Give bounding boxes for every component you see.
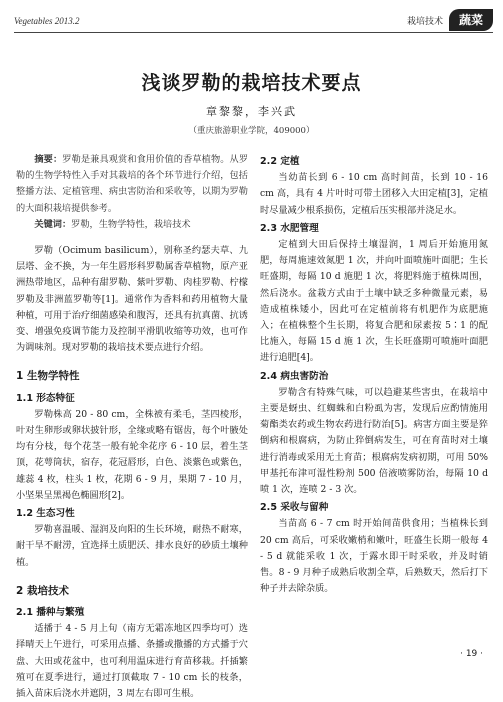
section-label: 栽培技术 — [406, 17, 443, 27]
subsection-heading: 1.2 生态习性 — [16, 508, 75, 520]
right-column — [260, 152, 488, 597]
keywords-text: 罗勒，生物学特性，栽培技术 — [71, 218, 191, 230]
abstract — [16, 152, 248, 217]
subsection-heading: 2.5 采收与留种 — [260, 502, 329, 514]
paragraph: 罗勒含有特殊气味，可以趋避某些害虫，在栽培中主要是蚜虫、红蜘蛛和白粉虱为害，发现后应酌情施用菊酯类农药或生物农药进行防治[5]。病害方面主要是猝倒病和根腐病，为防止猝倒病发生，可在育苗时对土壤进行消毒或采用无土育苗；根腐病发病初期，可用 50% 甲基托布津可湿性粉剂 500 倍液喷雾防治，每隔 10 d 喷 1 次，连喷 2 - 3 次。 — [260, 386, 488, 496]
paragraph: 适播于 4 - 5 月上旬（南方无霜冻地区四季均可）选择晴天上午进行，可采用点播、条播或撒播的方式播于穴盘、大田或花盆中，也可利用温床进行育苗移栽。扦插繁殖可在夏季进行，通过打顶截取 7 - 10 cm 长的枝条，插入苗床后浇水并遮阴，3 周左右即可生根。 — [16, 623, 248, 700]
header-divider — [14, 32, 493, 33]
subsection-heading: 2.2 定植 — [260, 156, 300, 167]
paragraph: 罗勒喜温暖、湿润及向阳的生长环境，耐热不耐寒，耐干旱不耐涝，宜选择土质肥沃、排水良好的砂质土壤种植。 — [16, 524, 248, 568]
running-title: Vegetables 2013.2 — [14, 16, 80, 26]
abstract-label: 摘要： — [34, 154, 63, 165]
paragraph: 定植到大田后保持土壤湿润，1 周后开始施用氮肥，每周施速效氮肥 1 次，并向叶面喷施叶面肥；生长旺盛期，每隔 10 d 施肥 1 次，将肥料施于植株周围，然后浇水。盆栽方式由于土壤中缺乏多种微量元素，易造成植株矮小，因此可在定植前将有机肥作为底肥施入；在植株整个生长期，将复合肥和尿素按 5∶1 的配比施入，每隔 15 d 施 1 次，生长旺盛期可喷施叶面肥进行追肥[4]。 — [260, 239, 488, 364]
page-header — [0, 0, 503, 36]
article-title: 浅谈罗勒的栽培技术要点 — [141, 72, 362, 94]
subsection-heading: 2.3 水肥管理 — [260, 222, 319, 234]
abstract-text: 罗勒是兼具观赏和食用价值的香草植物。从罗勒的生物学特性入手对其栽培的各个环节进行介绍，包括整播方法、定植管理、病虫害防治和采收等，以期为罗勒的大面积栽培提供参考。 — [16, 154, 249, 214]
subsection-heading: 2.1 播种与繁殖 — [16, 607, 85, 619]
page-number: · 19 · — [460, 649, 483, 659]
journal-badge: 蔬菜 — [449, 9, 493, 31]
subsection-heading: 2.4 病虫害防治 — [260, 370, 329, 382]
section-heading: 2 栽培技术 — [16, 584, 69, 597]
paragraph: 当苗高 6 - 7 cm 时开始间苗供食用；当植株长到 20 cm 高后，可采收嫩梢和嫩叶，旺盛生长期一般每 4 - 5 d 就能采收 1 次，于露水即干时采收，并及时销售。8 - 9 月种子成熟后收割全草，后熟数天，然后打下种子并去除杂质。 — [260, 518, 488, 595]
article-affiliation: （重庆旅游职业学院，409000） — [188, 126, 315, 136]
article-authors: 章黎黎，李兴武 — [206, 105, 297, 118]
intro-paragraph: 罗勒（Ocimum basilicum），别称圣约瑟夫草、九层塔、金不换，为一年生唇形科罗勒属香草植物，原产亚洲热带地区，品种有甜罗勒、紫叶罗勒、肉桂罗勒、柠檬罗勒及非洲蓝罗勒等[1]。通常作为香料和药用植物大量种植，可用于治疗细菌感染和腹泻，还具有抗真菌、抗诱变、增强免疫调节能力及控制平滑肌收缩等功效，也可作为调味剂。现对罗勒的栽培技术要点进行介绍。 — [16, 245, 248, 354]
keywords-label: 关键词： — [34, 218, 72, 230]
section-heading: 1 生物学特性 — [16, 370, 80, 383]
keywords — [16, 217, 248, 233]
left-column — [16, 152, 248, 702]
paragraph: 罗勒株高 20 - 80 cm，全株被有柔毛，茎四棱形，叶对生卵形或卵状披针形，全缘或略有锯齿，每个叶腋处均有分枝，每个花茎一般有轮伞花序 6 - 10 层，着生茎顶，花萼筒状，宿存，花冠唇形，白色、淡紫色或紫色，雄蕊 4 枚，柱头 1 枚，花期 6 - 9 月，果期 7 - 10 月，小坚果呈黑褐色椭圆形[2]。 — [16, 408, 248, 501]
paragraph: 当幼苗长到 6 - 10 cm 高时间苗，长到 10 - 16 cm 高，具有 4 片叶时可带土团移入大田定植[3]，定植时尽量减少根系损伤，定植后压实根部并浇足水。 — [260, 172, 488, 216]
subsection-heading: 1.1 形态特征 — [16, 392, 75, 404]
